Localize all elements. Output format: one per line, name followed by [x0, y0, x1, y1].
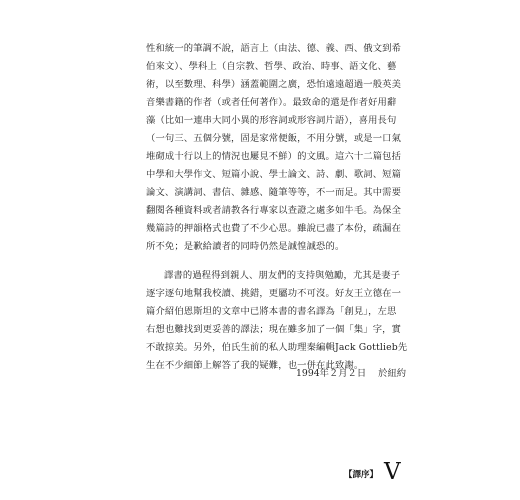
text-line: 生在不少細節上解答了我的疑難，也一併在此致謝。	[146, 360, 364, 371]
page-number: V	[384, 459, 401, 485]
text-line: 音樂書籍的作者（或者任何著作）。最致命的還是作者好用辭	[146, 97, 397, 108]
signature-date: 1994年２月２日	[296, 368, 367, 379]
text-line: 幾篇詩的押韻格式也費了不少心思。雖說已盡了本份，疏漏在	[146, 223, 402, 234]
signature-line	[296, 367, 406, 381]
text-line: 譯書的過程得到親人、朋友們的支持與勉勵，尤其是妻子	[164, 270, 401, 281]
text-line: 藻（比如一連串大同小異的形容詞或形容詞片語），喜用長句	[146, 115, 397, 126]
text-line: 堆砌成十行以上的情況也屢見不鮮）的文風。這六十二篇包括	[146, 151, 402, 162]
paragraph-2	[146, 267, 416, 375]
text-line: （一句三、五個分號，固是家常便飯，不用分號，或是一口氣	[146, 133, 402, 144]
text-line: 不敢掠美。另外，伯氏生前的私人助理秦編輯Jack Gottlieb先	[146, 342, 408, 353]
text-line: 術，以至數理、科學）涵蓋範圍之廣，恐怕遠遠超過一般英美	[146, 79, 402, 90]
text-line: 伯來文）、學科上（自宗教、哲學、政治、時事、語文化、藝	[146, 61, 397, 72]
text-line: 所不免；是歉給讀者的同時仍然是誠惶誠恐的。	[146, 241, 345, 252]
paragraph-spacer	[146, 256, 416, 267]
text-line: 逐字逐句地幫我校讀、挑錯，更屬功不可沒。好友王立德在一	[146, 288, 402, 299]
preface-body	[146, 40, 416, 375]
text-line: 性和統一的筆調不說，語言上（由法、德、義、西、俄文到希	[146, 43, 402, 54]
signature-place: 於紐約	[378, 368, 407, 379]
text-line: 篇介紹伯恩斯坦的文章中已將本書的書名譯為「創見」，左思	[146, 306, 397, 317]
text-line: 論文、演講詞、書信、雜感、隨筆等等，不一而足。其中需要	[146, 187, 402, 198]
text-line: 中學和大學作文、短篇小說、學士論文、詩、劇、歌詞、短篇	[146, 169, 402, 180]
paragraph-1	[146, 40, 416, 256]
text-line: 翻閱各種資料或者請教各行專家以查證之處多如牛毛。為保全	[146, 205, 402, 216]
page-footer	[344, 458, 401, 484]
text-line: 右想也難找到更妥善的譯法；現在雖多加了一個「集」字，實	[146, 324, 402, 335]
section-label: 【譯序】	[344, 470, 379, 480]
